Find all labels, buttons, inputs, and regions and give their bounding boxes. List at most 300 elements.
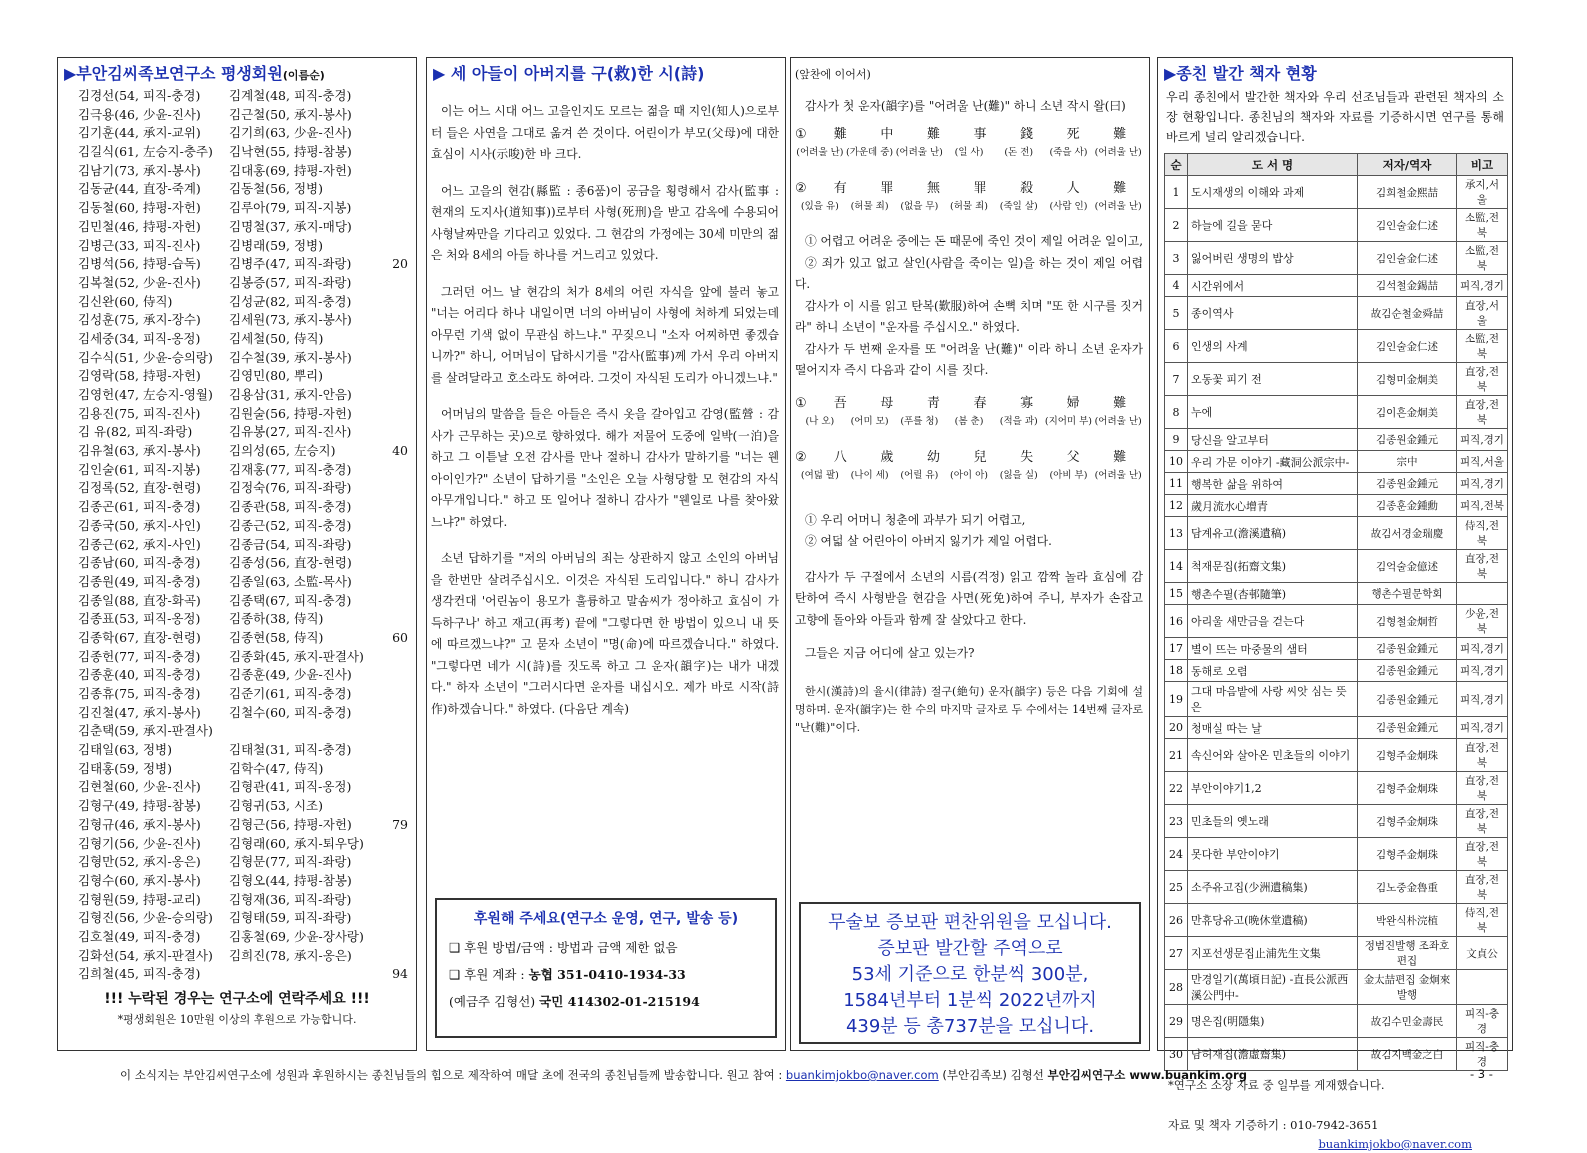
poem-char: 難 bbox=[833, 127, 847, 143]
story-continued-body bbox=[791, 58, 1149, 737]
book-author: 故김수민金壽民 bbox=[1358, 1005, 1457, 1038]
member-name: 김낙현(55, 持평-참봉) bbox=[229, 144, 352, 160]
book-title: 담허재집(澹虛齋集) bbox=[1188, 1038, 1358, 1071]
contact-email-link[interactable]: buankimjokbo@naver.com bbox=[1318, 1137, 1472, 1151]
member-count: 20 bbox=[392, 256, 408, 272]
story-paragraph: 소년 답하기를 "저의 아버님의 죄는 상관하지 않고 소인의 아버님을 한번만 살려주십시오. 이것은 자식된 도리입니다." 하니 감사가 생각컨대 '어린놈이 용모가 훌륭하고 말솜씨가 정아하고 효심이 가득하구나' 하고 재고(再考) 끝에 "그렇다면 한 방법이 있으니 내 뜻에 따르겠느냐?" 고 묻자 소년이 "명(命)에 따르겠습니다." 하였다. "그렇다면 네가 시(詩)를 짓도록 하고 그 운자(韻字)는 내가 내겠다." 하자 소년이 "그러시다면 운자를 내십시오. 제가 바로 시작(詩作)하겠습니다." 하였다. (다음단 계속) bbox=[431, 551, 779, 716]
story-paragraph: 어머님의 말씀을 들은 아들은 즉시 옷을 갈아입고 감영(監營 : 감사가 근무하는 곳)으로 향하였다. 해가 저물어 도중에 일박(一泊)을 하고 그 이튿날 오전 감사를 만나 절하니 감사가 말하기를 "너는 웬 아이인가?" 소년이 답하기를 "소인은 오늘 사형당할 모 현감의 자식 아무개입니다." 하고 또 일어나 절하니 감사가 "웬일로 나를 찾아왔느냐?" 하였다. bbox=[431, 407, 779, 529]
book-number: 15 bbox=[1165, 583, 1188, 605]
member-count bbox=[380, 592, 408, 611]
table-row bbox=[1165, 682, 1508, 717]
members-title-suffix: (이름순) bbox=[282, 69, 325, 82]
lifetime-members-panel bbox=[57, 57, 417, 1051]
poem-gloss: (적을 과) bbox=[999, 415, 1038, 427]
books-intro: 우리 종친에서 발간한 책자와 우리 선조님들과 관련된 책자의 소장 현황입니다. 종친님의 책자와 자료를 기증하시면 연구를 통해 바르게 널리 알리겠습니다. bbox=[1166, 90, 1504, 144]
member-name: 김경선(54, 피직-충경) bbox=[78, 88, 201, 103]
table-row bbox=[1165, 739, 1508, 772]
poem-gloss: (아비 부) bbox=[1049, 469, 1088, 481]
member-row bbox=[78, 610, 408, 629]
member-count: 94 bbox=[392, 966, 408, 982]
book-title: 소주유고집(少洲遺稿集) bbox=[1188, 871, 1358, 904]
member-name: 김기훈(44, 承지-교위) bbox=[78, 125, 201, 141]
book-title: 행복한 삶을 위하여 bbox=[1188, 473, 1358, 495]
book-title: 만경일기(萬頃日記) -直長公派西溪公門中- bbox=[1188, 970, 1358, 1005]
table-row bbox=[1165, 838, 1508, 871]
book-author: 故김지백金之白 bbox=[1358, 1038, 1457, 1071]
book-title: 종이역사 bbox=[1188, 297, 1358, 330]
poem-gloss: (푸를 청) bbox=[900, 415, 939, 427]
book-note: 피직,경기 bbox=[1457, 429, 1508, 451]
table-row bbox=[1165, 495, 1508, 517]
member-row bbox=[78, 554, 408, 573]
poem-line-1 bbox=[795, 123, 1143, 177]
member-name bbox=[229, 722, 380, 741]
member-name: 김의성(65, 左승지) bbox=[229, 443, 336, 459]
table-row bbox=[1165, 330, 1508, 363]
member-name: 김루아(79, 피직-지봉) bbox=[229, 200, 352, 216]
member-row bbox=[78, 947, 408, 966]
poem-number: ① bbox=[795, 395, 807, 411]
poem-char: 中 bbox=[880, 127, 894, 143]
member-name: 김종화(45, 承지-판결사) bbox=[229, 648, 364, 664]
book-number: 24 bbox=[1165, 838, 1188, 871]
poem-intro: 감사가 첫 운자(韻字)를 "어려울 난(難)" 하니 소년 작시 왈(曰) bbox=[805, 98, 1126, 113]
support-box bbox=[435, 898, 777, 1038]
member-name: 김형수(60, 承지-봉사) bbox=[78, 872, 201, 888]
story-paragraph: 감사가 이 시를 읽고 탄복(歎服)하여 손뼉 치며 "또 한 시구를 짓거라" 하니 소년이 "운자를 주십시오." 하였다. bbox=[795, 298, 1143, 334]
book-author: 金太喆편집 金炯來발행 bbox=[1358, 970, 1457, 1005]
member-name: 김용삼(31, 承지-안음) bbox=[229, 387, 352, 402]
poem-line-4 bbox=[795, 446, 1143, 500]
poem-char: 吾 bbox=[833, 395, 847, 411]
member-name: 김영락(58, 持평-자헌) bbox=[78, 368, 201, 384]
member-row bbox=[78, 629, 408, 648]
member-row bbox=[78, 124, 408, 143]
member-name: 김극용(46, 少윤-진사) bbox=[78, 106, 201, 122]
table-row bbox=[1165, 242, 1508, 275]
book-note bbox=[1457, 583, 1508, 605]
poem-char: 錢 bbox=[1020, 127, 1034, 143]
member-count bbox=[380, 573, 408, 592]
table-row bbox=[1165, 517, 1508, 550]
member-name: 김형오(44, 持평-참봉) bbox=[229, 872, 352, 888]
membership-note: *평생회원은 10만원 이상의 후원으로 가능합니다. bbox=[117, 1013, 357, 1026]
member-row bbox=[78, 928, 408, 947]
book-note: 피직,서울 bbox=[1457, 451, 1508, 473]
member-name: 김태일(63, 정병) bbox=[78, 742, 172, 758]
member-name: 김형귀(53, 시조) bbox=[229, 798, 323, 814]
book-title: 못다한 부안이야기 bbox=[1188, 838, 1358, 871]
book-author: 김종원金鍾元 bbox=[1358, 429, 1457, 451]
book-note: 直장,전북 bbox=[1457, 871, 1508, 904]
member-count bbox=[380, 909, 408, 928]
member-name: 김희철(45, 피직-충경) bbox=[78, 966, 201, 982]
book-number: 1 bbox=[1165, 176, 1188, 209]
story-paragraph: 감사가 두 구절에서 소년의 시름(걱정) 읽고 깜짝 놀라 효심에 감탄하여 즉시 사형받을 현감을 사면(死免)하여 주니, 부자가 손잡고 고향에 돌아와 아들과 함께 잘 살았다고 한다. bbox=[795, 569, 1143, 627]
poem-char: 有 bbox=[833, 181, 847, 197]
support-method: ❑ 후원 방법/금액 : 방법과 금액 제한 없음 bbox=[449, 940, 678, 955]
recruit-line: 53세 기준으로 한분씩 300분, bbox=[851, 964, 1089, 985]
footer-email-link[interactable]: buankimjokbo@naver.com bbox=[785, 1068, 939, 1082]
member-name: 김종훈(40, 피직-충경) bbox=[78, 667, 201, 683]
book-note: 피직,경기 bbox=[1457, 682, 1508, 717]
member-count bbox=[380, 311, 408, 330]
member-name: 김형문(77, 피직-좌랑) bbox=[229, 854, 352, 870]
book-note: 直장,전북 bbox=[1457, 772, 1508, 805]
table-row bbox=[1165, 937, 1508, 970]
member-name: 김원술(56, 持평-자헌) bbox=[229, 405, 352, 421]
poem-number: ② bbox=[795, 449, 807, 465]
book-author: 정범진발행 조좌호편집 bbox=[1358, 937, 1457, 970]
table-row bbox=[1165, 970, 1508, 1005]
book-author: 김종원金鍾元 bbox=[1358, 473, 1457, 495]
member-count bbox=[380, 386, 408, 405]
book-number: 7 bbox=[1165, 363, 1188, 396]
member-name: 김계철(48, 피직-충경) bbox=[229, 88, 352, 103]
member-name bbox=[229, 965, 380, 984]
member-name: 김종남(60, 피직-충경) bbox=[78, 555, 201, 571]
book-number: 20 bbox=[1165, 717, 1188, 739]
poem-meaning-2: ② 죄가 있고 없고 살인(사람을 죽이는 일)을 하는 것이 제일 어렵다. bbox=[795, 255, 1143, 291]
continued-note: (앞찬에 이어서) bbox=[795, 68, 871, 81]
table-row bbox=[1165, 396, 1508, 429]
member-row bbox=[78, 423, 408, 442]
poem-char: 幼 bbox=[926, 449, 940, 465]
member-count bbox=[380, 405, 408, 424]
member-row bbox=[78, 778, 408, 797]
poem-char: 春 bbox=[973, 395, 987, 411]
member-count: 40 bbox=[392, 443, 408, 459]
table-row bbox=[1165, 550, 1508, 583]
member-count bbox=[380, 554, 408, 573]
poem-char: 寡 bbox=[1020, 395, 1034, 411]
recruit-line: 1584년부터 1분씩 2022년까지 bbox=[843, 990, 1097, 1011]
book-number: 2 bbox=[1165, 209, 1188, 242]
book-author: 김종원金鍾元 bbox=[1358, 638, 1457, 660]
book-title: 인생의 사계 bbox=[1188, 330, 1358, 363]
member-count bbox=[380, 237, 408, 256]
footer-author: (부안김족보) 김형선 bbox=[942, 1068, 1044, 1082]
support-account-nh bbox=[449, 965, 763, 983]
poem-char: 靑 bbox=[926, 395, 940, 411]
book-number: 12 bbox=[1165, 495, 1188, 517]
member-count bbox=[380, 143, 408, 162]
col-header-author: 저자/역자 bbox=[1358, 154, 1457, 176]
books-table bbox=[1164, 153, 1508, 1071]
member-name: 김종택(67, 피직-충경) bbox=[229, 592, 352, 608]
poem-char: 歲 bbox=[880, 449, 894, 465]
member-name: 김 유(82, 피직-좌랑) bbox=[78, 424, 193, 440]
recruit-box bbox=[799, 902, 1141, 1044]
member-count bbox=[380, 479, 408, 498]
book-note: 피직-충경 bbox=[1457, 1005, 1508, 1038]
support-account-kb bbox=[449, 992, 763, 1010]
poem-line-2 bbox=[795, 177, 1143, 231]
poem-meaning-3: ① 우리 어머니 청춘에 과부가 되기 어렵고, bbox=[805, 512, 1026, 527]
table-row bbox=[1165, 772, 1508, 805]
poem-gloss: (사람 인) bbox=[1049, 201, 1088, 212]
table-row bbox=[1165, 363, 1508, 396]
table-row bbox=[1165, 583, 1508, 605]
poem-char: 殺 bbox=[1020, 181, 1034, 197]
member-name: 김종하(38, 侍직) bbox=[229, 611, 324, 627]
book-number: 8 bbox=[1165, 396, 1188, 429]
poem-char: 無 bbox=[926, 181, 940, 197]
poem-gloss: (어려울 난) bbox=[1094, 469, 1142, 481]
member-name: 김학수(47, 侍직) bbox=[229, 760, 324, 776]
book-note: 侍직,전북 bbox=[1457, 517, 1508, 550]
book-author: 김형주金炯珠 bbox=[1358, 838, 1457, 871]
poem-char: 罪 bbox=[973, 181, 987, 197]
member-name: 김종일(63, 소監-목사) bbox=[229, 573, 352, 589]
table-row bbox=[1165, 429, 1508, 451]
member-row bbox=[78, 237, 408, 256]
poem-char: 兒 bbox=[973, 449, 987, 465]
book-number: 27 bbox=[1165, 937, 1188, 970]
member-name: 김종현(58, 侍직) bbox=[229, 629, 324, 645]
table-row bbox=[1165, 871, 1508, 904]
poem-gloss: (잃을 실) bbox=[999, 469, 1038, 481]
book-author: 김종훈金鍾勳 bbox=[1358, 495, 1457, 517]
book-number: 28 bbox=[1165, 970, 1188, 1005]
member-count bbox=[380, 610, 408, 629]
books-title: ▶종친 발간 책자 현황 bbox=[1164, 64, 1317, 83]
members-list bbox=[58, 87, 416, 984]
member-name: 김병주(47, 피직-좌랑) bbox=[229, 256, 352, 272]
poem-char: 難 bbox=[1113, 449, 1127, 465]
book-author: 김형철金炯哲 bbox=[1358, 605, 1457, 638]
member-count bbox=[380, 947, 408, 966]
member-name: 김형근(56, 持평-자헌) bbox=[229, 816, 352, 832]
member-name: 김종원(49, 피직-충경) bbox=[78, 573, 201, 589]
member-name: 김종관(58, 피직-충경) bbox=[229, 499, 352, 515]
members-title-text: ▶부안김씨족보연구소 평생회원 bbox=[64, 64, 283, 83]
book-author: 김노중金魯重 bbox=[1358, 871, 1457, 904]
book-note: 侍직,전북 bbox=[1457, 904, 1508, 937]
member-count bbox=[380, 760, 408, 779]
book-number: 3 bbox=[1165, 242, 1188, 275]
poem-gloss: (허물 죄) bbox=[850, 201, 889, 212]
member-count bbox=[380, 741, 408, 760]
story-body bbox=[427, 101, 785, 720]
member-count bbox=[380, 367, 408, 386]
poem-gloss: (나이 세) bbox=[850, 469, 889, 481]
member-name: 김세원(73, 承지-봉사) bbox=[229, 312, 352, 328]
member-row bbox=[78, 891, 408, 910]
member-row bbox=[78, 741, 408, 760]
member-count bbox=[380, 722, 408, 741]
poem-gloss: (있을 유) bbox=[800, 201, 839, 212]
table-row bbox=[1165, 1005, 1508, 1038]
member-count bbox=[380, 87, 408, 106]
member-row bbox=[78, 199, 408, 218]
book-note: 피직,경기 bbox=[1457, 473, 1508, 495]
book-number: 23 bbox=[1165, 805, 1188, 838]
member-name: 김정록(52, 直장-현령) bbox=[78, 480, 201, 496]
member-count bbox=[380, 218, 408, 237]
missing-notice: !!! 누락된 경우는 연구소에 연락주세요 !!! bbox=[104, 991, 370, 1007]
member-name: 김종일(88, 直장-화곡) bbox=[78, 592, 201, 608]
poem-gloss: (나 오) bbox=[805, 415, 835, 427]
member-row bbox=[78, 367, 408, 386]
poem-gloss: (어려울 난) bbox=[1094, 201, 1142, 212]
member-row bbox=[78, 648, 408, 667]
story-paragraph: 감사가 두 번째 운자를 또 "어려울 난(難)" 이라 하니 소년 운자가 떨어지자 즉시 다음과 같이 시를 짓다. bbox=[795, 341, 1143, 377]
book-author: 김형주金炯珠 bbox=[1358, 805, 1457, 838]
poem-char: 罪 bbox=[880, 181, 894, 197]
book-title: 그대 마음밭에 사랑 씨앗 심는 뜻은 bbox=[1188, 682, 1358, 717]
book-title: 하늘에 길을 묻다 bbox=[1188, 209, 1358, 242]
book-title: 청매실 따는 날 bbox=[1188, 717, 1358, 739]
member-name: 김형원(59, 持평-교리) bbox=[78, 891, 201, 907]
member-name: 김형재(36, 피직-좌랑) bbox=[229, 891, 352, 907]
support-account-kb-value: 국민 414302-01-215194 bbox=[539, 994, 700, 1009]
table-row bbox=[1165, 209, 1508, 242]
book-author: 김이흔金炯美 bbox=[1358, 396, 1457, 429]
poem-gloss: (지어미 부) bbox=[1044, 415, 1093, 427]
poem-gloss: (어릴 유) bbox=[900, 469, 939, 481]
member-name: 김재홍(77, 피직-충경) bbox=[229, 461, 352, 477]
poem-char: 事 bbox=[973, 127, 987, 143]
book-number: 6 bbox=[1165, 330, 1188, 363]
poem-explanation: 한시(漢詩)의 율시(律詩) 절구(絶句) 운자(韻字) 등은 다음 기회에 설명하며. 운자(韻字)는 한 수의 마지막 글자로 두 수에서는 14번째 글자로 "난(難)"이다. bbox=[795, 684, 1143, 734]
book-author: 김종원金鍾元 bbox=[1358, 682, 1457, 717]
book-title: 척재문집(拓齋文集) bbox=[1188, 550, 1358, 583]
support-title: 후원해 주세요(연구소 운영, 연구, 발송 등) bbox=[473, 911, 739, 927]
member-count bbox=[380, 872, 408, 891]
book-note: 文貞公 bbox=[1457, 937, 1508, 970]
member-name: 김명철(37, 承지-매당) bbox=[229, 218, 352, 234]
member-name: 김대홍(69, 持평-자헌) bbox=[229, 162, 352, 178]
book-note: 소監,전북 bbox=[1457, 330, 1508, 363]
member-name: 김종국(50, 承지-사인) bbox=[78, 517, 201, 533]
member-name: 김유철(63, 承지-봉사) bbox=[78, 443, 201, 459]
member-name: 김종금(54, 피직-좌랑) bbox=[229, 536, 352, 552]
book-title: 속신어와 살아온 민초들의 이야기 bbox=[1188, 739, 1358, 772]
book-author: 김희철金熙喆 bbox=[1358, 176, 1457, 209]
member-name: 김형구(49, 持평-참봉) bbox=[78, 798, 201, 814]
book-author: 김형주金炯珠 bbox=[1358, 739, 1457, 772]
member-row bbox=[78, 143, 408, 162]
member-name: 김호철(49, 피직-충경) bbox=[78, 928, 201, 944]
member-name: 김병석(56, 持평-습독) bbox=[78, 256, 201, 272]
member-count bbox=[380, 274, 408, 293]
poem-gloss: (어미 모) bbox=[850, 415, 889, 427]
book-title: 도시재생의 이해와 과제 bbox=[1188, 176, 1358, 209]
member-row bbox=[78, 517, 408, 536]
member-row bbox=[78, 872, 408, 891]
book-title: 행촌수필(杏邨隨筆) bbox=[1188, 583, 1358, 605]
book-title: 민초들의 옛노래 bbox=[1188, 805, 1358, 838]
book-number: 25 bbox=[1165, 871, 1188, 904]
book-title: 歲月流水心增青 bbox=[1188, 495, 1358, 517]
poem-char: 失 bbox=[1020, 449, 1034, 465]
member-name: 김종곤(61, 피직-충경) bbox=[78, 499, 201, 515]
poem-number: ① bbox=[795, 127, 807, 143]
member-count bbox=[380, 685, 408, 704]
member-count bbox=[380, 106, 408, 125]
book-note: 피직,경기 bbox=[1457, 638, 1508, 660]
member-count bbox=[380, 124, 408, 143]
book-title: 부안이야기1,2 bbox=[1188, 772, 1358, 805]
member-row bbox=[78, 87, 408, 106]
member-name: 김남기(73, 承지-봉사) bbox=[78, 162, 201, 178]
member-row bbox=[78, 405, 408, 424]
table-row bbox=[1165, 473, 1508, 495]
book-number: 26 bbox=[1165, 904, 1188, 937]
member-name: 김정숙(76, 피직-좌랑) bbox=[229, 480, 352, 496]
books-note: *연구소 소장 자료 중 일부를 게재했습니다. bbox=[1168, 1078, 1385, 1092]
poem-char: 八 bbox=[833, 449, 847, 465]
book-author: 故김서경金瑞慶 bbox=[1358, 517, 1457, 550]
poem-char: 父 bbox=[1066, 449, 1080, 465]
member-name: 김신완(60, 侍직) bbox=[78, 293, 173, 309]
member-row bbox=[78, 498, 408, 517]
recruit-line: 439분 등 총737분을 모십니다. bbox=[845, 1016, 1095, 1037]
member-row bbox=[78, 965, 408, 984]
member-count bbox=[380, 498, 408, 517]
book-number: 17 bbox=[1165, 638, 1188, 660]
book-number: 21 bbox=[1165, 739, 1188, 772]
member-row bbox=[78, 349, 408, 368]
books-panel bbox=[1157, 57, 1513, 1151]
member-count bbox=[380, 778, 408, 797]
support-holder-label: (예금주 김형선) bbox=[449, 994, 536, 1009]
member-name: 김길식(61, 左승지-충주) bbox=[78, 144, 213, 160]
member-name: 김준기(61, 피직-충경) bbox=[229, 686, 352, 701]
member-name: 김형규(46, 承지-봉사) bbox=[78, 816, 201, 832]
poem-gloss: (허물 죄) bbox=[950, 201, 988, 212]
book-note: 소監,전북 bbox=[1457, 209, 1508, 242]
poem-char: 難 bbox=[1113, 127, 1127, 143]
book-note: 直장,전북 bbox=[1457, 550, 1508, 583]
member-count bbox=[380, 349, 408, 368]
member-row bbox=[78, 106, 408, 125]
book-note: 피직-충경 bbox=[1457, 1038, 1508, 1071]
member-name: 김화선(54, 承지-판결사) bbox=[78, 947, 213, 963]
member-name: 김종헌(77, 피직-충경) bbox=[78, 648, 201, 664]
book-number: 13 bbox=[1165, 517, 1188, 550]
book-title: 우리 가문 이야기 -藏洞公派宗中- bbox=[1188, 451, 1358, 473]
book-author: 김종원金鍾元 bbox=[1358, 717, 1457, 739]
support-account-label: ❑ 후원 계좌 : bbox=[449, 967, 525, 982]
member-name: 김형래(60, 承지-퇴우당) bbox=[229, 835, 364, 851]
table-row bbox=[1165, 717, 1508, 739]
table-row bbox=[1165, 275, 1508, 297]
poem-gloss: (가운데 중) bbox=[846, 147, 894, 158]
book-author: 김석철金錫喆 bbox=[1358, 275, 1457, 297]
book-author: 김종원金鍾元 bbox=[1358, 660, 1457, 682]
member-row bbox=[78, 835, 408, 854]
member-name: 김세중(34, 피직-옹정) bbox=[78, 330, 201, 346]
member-name: 김현철(60, 少윤-진사) bbox=[78, 779, 201, 795]
member-count bbox=[380, 461, 408, 480]
member-name: 김근철(50, 承지-봉사) bbox=[229, 106, 352, 122]
member-name: 김종성(56, 直장-현령) bbox=[229, 555, 352, 571]
book-title: 별이 뜨는 마중물의 샘터 bbox=[1188, 638, 1358, 660]
book-number: 5 bbox=[1165, 297, 1188, 330]
story-title: ▶ 세 아들이 아버지를 구(救)한 시(詩) bbox=[433, 64, 705, 83]
member-name: 김동철(60, 持평-자헌) bbox=[78, 200, 201, 216]
story-paragraph: 어느 고을의 현감(縣監 : 종6품)이 공금을 횡령해서 감사(監事 : 현재의 도지사(道知事))로부터 사형(死刑)을 받고 감옥에 수용되어 사형날짜만을 기다리고 있었다. 그 현감의 가정에는 30세 미만의 젊은 처와 8세의 아들 하나를 거느리고 있었다. bbox=[431, 183, 779, 262]
member-row bbox=[78, 536, 408, 555]
book-number: 14 bbox=[1165, 550, 1188, 583]
member-count bbox=[380, 180, 408, 199]
book-author: 김형주金炯珠 bbox=[1358, 772, 1457, 805]
poem-number: ② bbox=[795, 181, 807, 197]
poem-char: 人 bbox=[1066, 181, 1080, 197]
member-name: 김수식(51, 少윤-승의랑) bbox=[78, 349, 213, 365]
